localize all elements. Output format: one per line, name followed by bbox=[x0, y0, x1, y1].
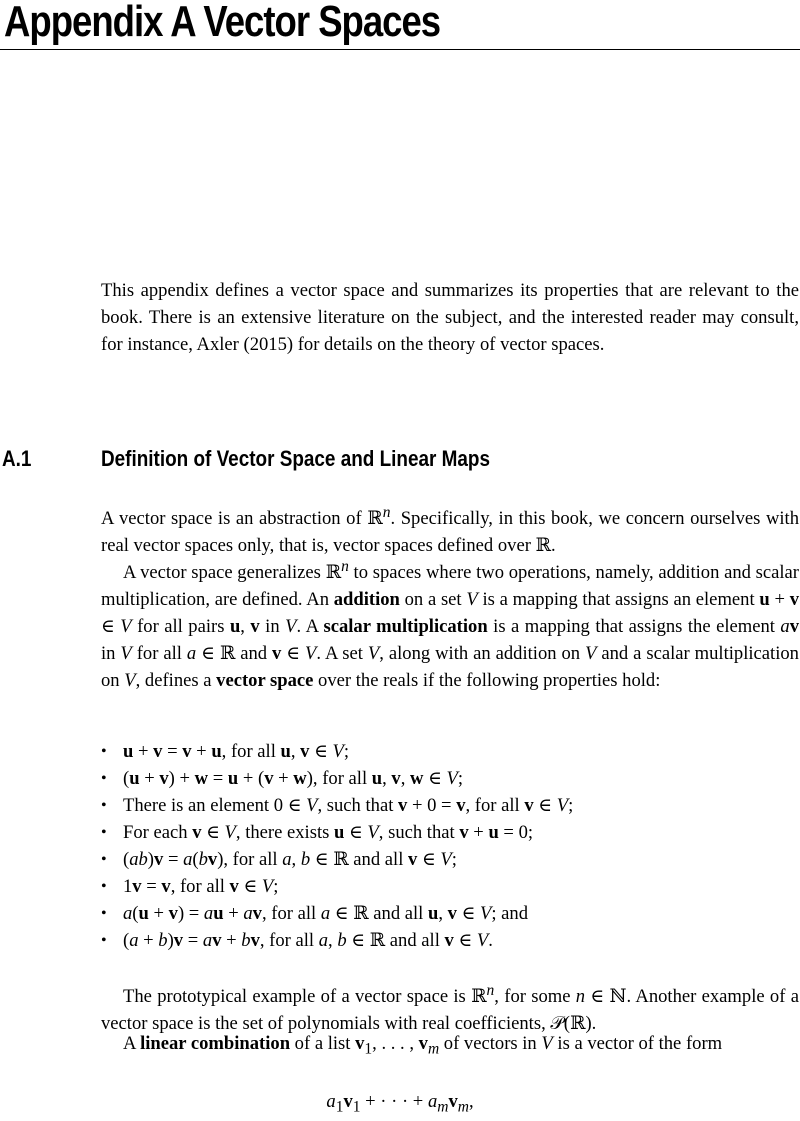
axiom-item: • (a + b)v = av + bv, for all a, b ∈ ℝ and all v ∈ V. bbox=[101, 927, 799, 954]
vector-space-axioms bbox=[101, 738, 799, 954]
axiom-item: • (u + v) + w = u + (v + w), for all u, v, w ∈ V; bbox=[101, 765, 799, 792]
title-rule bbox=[0, 49, 800, 50]
paragraph-definition: A vector space is an abstraction of ℝ$^n$. Specifically, in this book, we concern ourselves with real vector spaces only, that is, vector spaces defined over ℝ. bbox=[101, 504, 799, 557]
section-number: A.1 bbox=[2, 446, 32, 471]
paragraph-linear-combination: A linear combination of a list $v_1$, . . . , $v_m$ of vectors in V is a vector of the form bbox=[123, 1033, 723, 1058]
axiom-item: • 1v = v, for all v ∈ V; bbox=[101, 873, 799, 900]
axiom-item: • For each v ∈ V, there exists u ∈ V, such that v + u = 0; bbox=[101, 819, 799, 846]
axiom-item: • a(u + v) = au + av, for all a ∈ ℝ and all u, v ∈ V; and bbox=[101, 900, 799, 927]
axiom-item: • u + v = v + u, for all u, v ∈ V; bbox=[101, 738, 799, 765]
section-title: Definition of Vector Space and Linear Maps bbox=[101, 446, 490, 471]
display-equation: $a_1v_1$ + · · · + $a_mv_m$, bbox=[326, 1091, 474, 1116]
paragraph-generalization: A vector space generalizes ℝ$^n$ to spaces where two operations, namely, addition and scalar multiplication, are defined. An addition on a set V is a mapping that assigns an element u + v ∈ V for all pairs u, v in V. A scalar multiplication is a mapping that assigns the element av in V for all a ∈ ℝ and v ∈ V. A set V, along with an addition on V and a scalar multiplication on V, defines a vector space over the reals if the following properties hold: bbox=[101, 558, 799, 692]
paragraph-examples: The prototypical example of a vector space is ℝ$^n$, for some n ∈ ℕ. Another example of a vector space is the set of polynomials with real coefficients, 𝒫(ℝ). bbox=[101, 982, 799, 1035]
axiom-item: • There is an element 0 ∈ V, such that v + 0 = v, for all v ∈ V; bbox=[101, 792, 799, 819]
intro-paragraph: This appendix defines a vector space and summarizes its properties that are relevant to the book. There is an extensive literature on the subject, and the interested reader may consult, for instance, Axler (2015) for details on the theory of vector spaces. bbox=[101, 280, 799, 355]
chapter-title: Appendix A Vector Spaces bbox=[4, 0, 441, 46]
section-heading bbox=[0, 444, 800, 474]
axiom-item: • (ab)v = a(bv), for all a, b ∈ ℝ and all v ∈ V; bbox=[101, 846, 799, 873]
